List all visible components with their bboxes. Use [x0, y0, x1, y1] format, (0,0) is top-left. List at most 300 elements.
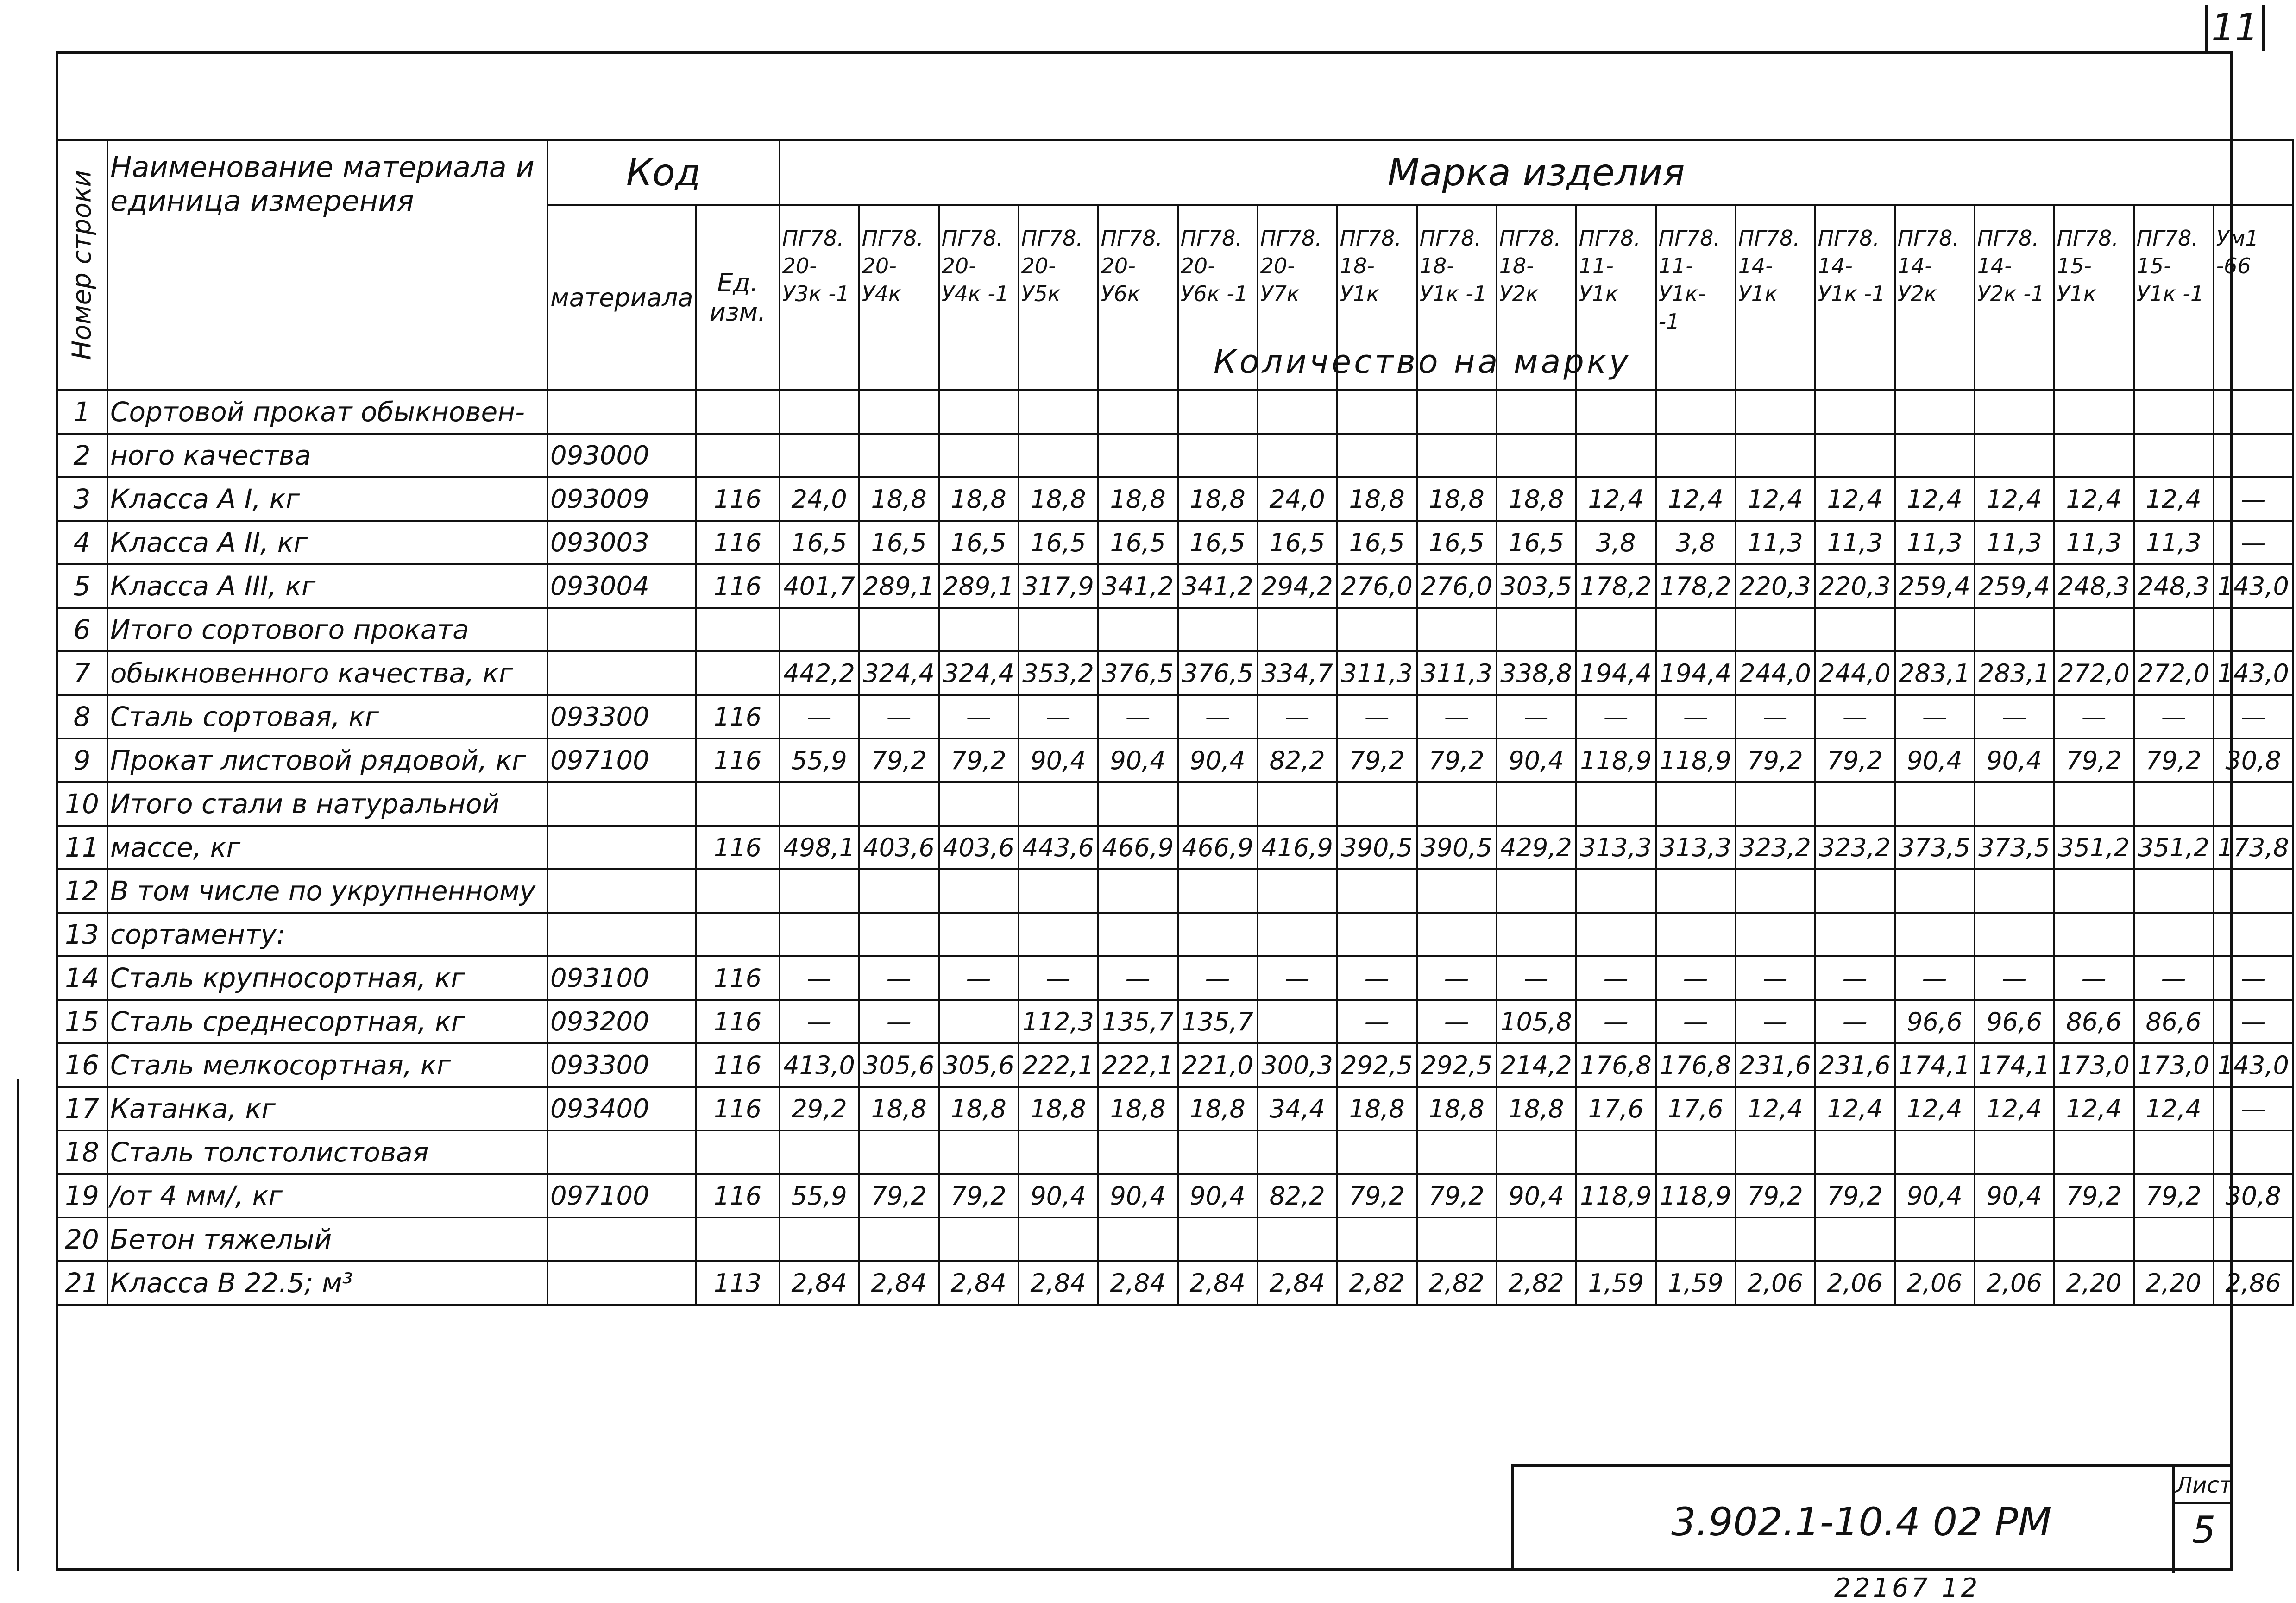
- quantity-cell: [780, 390, 859, 434]
- table-row: [57, 651, 2293, 695]
- quantity-cell: —: [1098, 956, 1178, 1000]
- quantity-cell: [2214, 782, 2293, 826]
- table-row: [57, 956, 2293, 1000]
- quantity-cell: [939, 1218, 1019, 1261]
- quantity-cell: 248,3: [2134, 564, 2214, 608]
- quantity-cell: 220,3: [1815, 564, 1895, 608]
- quantity-cell: 292,5: [1337, 1043, 1417, 1087]
- material-name-cell: Класса В 22.5; м³: [107, 1261, 547, 1305]
- quantity-cell: [2134, 390, 2214, 434]
- quantity-cell: 244,0: [1736, 651, 1815, 695]
- quantity-cell: 34,4: [1258, 1087, 1337, 1130]
- quantity-cell: [1576, 869, 1656, 913]
- quantity-cell: 2,84: [780, 1261, 859, 1305]
- mark-header: ПГ78. 20-У7к: [1258, 205, 1337, 390]
- quantity-cell: [1895, 434, 1975, 477]
- unit-code-cell: 116: [696, 1043, 780, 1087]
- quantity-cell: [1258, 782, 1337, 826]
- code-header: Код: [547, 140, 780, 205]
- unit-code-cell: [696, 651, 780, 695]
- quantity-cell: [1895, 1218, 1975, 1261]
- mark-header: ПГ78. 18-У1к -1: [1417, 205, 1497, 390]
- mark-header: ПГ78. 20-У4к -1: [939, 205, 1019, 390]
- quantity-cell: 86,6: [2054, 1000, 2134, 1043]
- quantity-cell: 82,2: [1258, 738, 1337, 782]
- quantity-cell: [1497, 434, 1576, 477]
- quantity-cell: 376,5: [1178, 651, 1258, 695]
- quantity-cell: [1736, 434, 1815, 477]
- quantity-cell: —: [859, 956, 939, 1000]
- quantity-cell: 313,3: [1576, 826, 1656, 869]
- row-number-cell: 18: [57, 1130, 107, 1174]
- quantity-cell: 11,3: [1815, 521, 1895, 564]
- quantity-cell: 16,5: [780, 521, 859, 564]
- table-row: [57, 1043, 2293, 1087]
- quantity-cell: 90,4: [1178, 1174, 1258, 1218]
- quantity-cell: —: [1656, 956, 1736, 1000]
- unit-code-cell: [696, 782, 780, 826]
- quantity-cell: [1656, 782, 1736, 826]
- quantity-cell: [1019, 913, 1098, 956]
- quantity-cell: 300,3: [1258, 1043, 1337, 1087]
- unit-code-cell: 116: [696, 564, 780, 608]
- quantity-cell: [1576, 434, 1656, 477]
- quantity-cell: [1098, 1130, 1178, 1174]
- quantity-cell: [1497, 390, 1576, 434]
- quantity-cell: 1,59: [1656, 1261, 1736, 1305]
- quantity-cell: —: [2134, 956, 2214, 1000]
- material-code-cell: 097100: [547, 738, 696, 782]
- row-number-cell: 1: [57, 390, 107, 434]
- quantity-cell: —: [1895, 695, 1975, 738]
- quantity-cell: [1815, 869, 1895, 913]
- quantity-cell: [859, 782, 939, 826]
- row-number-cell: 20: [57, 1218, 107, 1261]
- quantity-cell: [1417, 782, 1497, 826]
- unit-code-cell: [696, 608, 780, 651]
- row-number-cell: 6: [57, 608, 107, 651]
- header-row-top: [57, 140, 2293, 205]
- quantity-cell: 18,8: [1337, 1087, 1417, 1130]
- row-number-cell: 2: [57, 434, 107, 477]
- quantity-cell: [1098, 390, 1178, 434]
- quantity-cell: [939, 1130, 1019, 1174]
- document-code: 3.902.1-10.4 02 РМ: [1671, 1499, 2052, 1545]
- material-code-cell: 093300: [547, 695, 696, 738]
- quantity-cell: 18,8: [1019, 477, 1098, 521]
- quantity-cell: [1576, 1218, 1656, 1261]
- quantity-cell: [1258, 390, 1337, 434]
- quantity-cell: [1178, 913, 1258, 956]
- table-row: [57, 390, 2293, 434]
- quantity-cell: 30,8: [2214, 738, 2293, 782]
- quantity-cell: 173,8: [2214, 826, 2293, 869]
- quantity-cell: 292,5: [1417, 1043, 1497, 1087]
- quantity-cell: [1815, 782, 1895, 826]
- quantity-cell: 143,0: [2214, 1043, 2293, 1087]
- quantity-cell: 272,0: [2134, 651, 2214, 695]
- quantity-cell: —: [939, 956, 1019, 1000]
- quantity-cell: 12,4: [2134, 477, 2214, 521]
- quantity-cell: [1815, 1130, 1895, 1174]
- quantity-cell: 390,5: [1337, 826, 1417, 869]
- mark-header: ПГ78. 11-У1к- -1: [1656, 205, 1736, 390]
- quantity-cell: [1417, 434, 1497, 477]
- sheet-box: [2172, 1467, 2233, 1573]
- quantity-cell: 90,4: [1895, 1174, 1975, 1218]
- material-name-cell: Сортовой прокат обыкновен-: [107, 390, 547, 434]
- row-number-cell: 19: [57, 1174, 107, 1218]
- row-number-cell: 14: [57, 956, 107, 1000]
- quantity-cell: 2,20: [2054, 1261, 2134, 1305]
- material-code-cell: [547, 390, 696, 434]
- quantity-cell: [1497, 608, 1576, 651]
- quantity-cell: [1497, 1218, 1576, 1261]
- quantity-cell: [2054, 608, 2134, 651]
- quantity-cell: [1576, 1130, 1656, 1174]
- quantity-cell: —: [2214, 1000, 2293, 1043]
- mark-header: ПГ78. 18-У2к: [1497, 205, 1576, 390]
- quantity-cell: 498,1: [780, 826, 859, 869]
- quantity-cell: 173,0: [2054, 1043, 2134, 1087]
- quantity-cell: [1417, 608, 1497, 651]
- quantity-cell: 90,4: [1497, 1174, 1576, 1218]
- quantity-cell: 1,59: [1576, 1261, 1656, 1305]
- quantity-cell: 79,2: [939, 738, 1019, 782]
- material-name-cell: Сталь среднесортная, кг: [107, 1000, 547, 1043]
- quantity-cell: 12,4: [1736, 477, 1815, 521]
- material-name-cell: Прокат листовой рядовой, кг: [107, 738, 547, 782]
- quantity-cell: [939, 1000, 1019, 1043]
- quantity-cell: 2,82: [1337, 1261, 1417, 1305]
- quantity-cell: 29,2: [780, 1087, 859, 1130]
- quantity-cell: —: [2214, 956, 2293, 1000]
- quantity-cell: 289,1: [939, 564, 1019, 608]
- material-spec-table: [56, 139, 2294, 1306]
- quantity-cell: [1815, 434, 1895, 477]
- quantity-cell: [1895, 390, 1975, 434]
- quantity-cell: [2134, 782, 2214, 826]
- quantity-cell: [780, 1130, 859, 1174]
- unit-code-cell: 116: [696, 956, 780, 1000]
- quantity-cell: [1337, 782, 1417, 826]
- quantity-cell: 317,9: [1019, 564, 1098, 608]
- quantity-cell: [780, 608, 859, 651]
- table-row: [57, 521, 2293, 564]
- quantity-cell: [1337, 390, 1417, 434]
- material-name-cell: В том числе по укрупненному: [107, 869, 547, 913]
- quantity-cell: 16,5: [1098, 521, 1178, 564]
- quantity-cell: —: [1178, 695, 1258, 738]
- quantity-cell: [859, 390, 939, 434]
- quantity-cell: [1019, 1218, 1098, 1261]
- quantity-cell: [1656, 608, 1736, 651]
- quantity-cell: [780, 913, 859, 956]
- quantity-cell: [2214, 869, 2293, 913]
- quantity-cell: 11,3: [2054, 521, 2134, 564]
- quantity-cell: 79,2: [859, 738, 939, 782]
- quantity-cell: [939, 913, 1019, 956]
- quantity-cell: 12,4: [1975, 1087, 2054, 1130]
- mark-header: ПГ78. 18-У1к: [1337, 205, 1417, 390]
- quantity-cell: —: [2214, 1087, 2293, 1130]
- quantity-cell: —: [2214, 477, 2293, 521]
- unit-code-cell: 113: [696, 1261, 780, 1305]
- quantity-cell: [1019, 608, 1098, 651]
- unit-code-cell: 116: [696, 1087, 780, 1130]
- quantity-cell: [1975, 608, 2054, 651]
- quantity-cell: [1178, 1218, 1258, 1261]
- table-row: [57, 1087, 2293, 1130]
- quantity-cell: [780, 782, 859, 826]
- quantity-cell: [2054, 390, 2134, 434]
- table-row: [57, 1174, 2293, 1218]
- quantity-cell: 231,6: [1736, 1043, 1815, 1087]
- quantity-cell: [1576, 390, 1656, 434]
- quantity-cell: 176,8: [1576, 1043, 1656, 1087]
- quantity-cell: 79,2: [2054, 738, 2134, 782]
- quantity-cell: 294,2: [1258, 564, 1337, 608]
- quantity-cell: [1337, 1130, 1417, 1174]
- mark-header: ПГ78. 14-У1к -1: [1815, 205, 1895, 390]
- quantity-cell: [1337, 1218, 1417, 1261]
- row-number-header: Номер строки: [57, 140, 107, 390]
- quantity-cell: [1178, 782, 1258, 826]
- quantity-cell: 442,2: [780, 651, 859, 695]
- quantity-cell: [1178, 390, 1258, 434]
- quantity-cell: 244,0: [1815, 651, 1895, 695]
- quantity-cell: —: [2054, 695, 2134, 738]
- quantity-cell: [1497, 1130, 1576, 1174]
- material-code-cell: [547, 1218, 696, 1261]
- material-code-cell: 097100: [547, 1174, 696, 1218]
- table-row: [57, 738, 2293, 782]
- quantity-cell: 18,8: [1098, 477, 1178, 521]
- unit-code-cell: 116: [696, 695, 780, 738]
- quantity-cell: 79,2: [1337, 1174, 1417, 1218]
- quantity-cell: 403,6: [939, 826, 1019, 869]
- quantity-cell: 178,2: [1656, 564, 1736, 608]
- quantity-cell: 18,8: [1417, 477, 1497, 521]
- quantity-cell: [1736, 1130, 1815, 1174]
- quantity-cell: [1258, 1218, 1337, 1261]
- quantity-cell: —: [1337, 956, 1417, 1000]
- mark-header: ПГ78. 20-У4к: [859, 205, 939, 390]
- quantity-cell: 222,1: [1019, 1043, 1098, 1087]
- material-name-cell: Сталь сортовая, кг: [107, 695, 547, 738]
- mark-header: ПГ78. 15-У1к -1: [2134, 205, 2214, 390]
- quantity-cell: 303,5: [1497, 564, 1576, 608]
- unit-code-cell: 116: [696, 826, 780, 869]
- quantity-cell: [1895, 782, 1975, 826]
- quantity-cell: [859, 869, 939, 913]
- quantity-cell: [780, 1218, 859, 1261]
- quantity-cell: [1656, 1218, 1736, 1261]
- quantity-cell: 276,0: [1417, 564, 1497, 608]
- quantity-cell: 55,9: [780, 738, 859, 782]
- quantity-cell: [1178, 869, 1258, 913]
- table-row: [57, 434, 2293, 477]
- quantity-cell: 2,82: [1497, 1261, 1576, 1305]
- quantity-cell: [1975, 913, 2054, 956]
- quantity-cell: 18,8: [859, 477, 939, 521]
- unit-code-cell: 116: [696, 1000, 780, 1043]
- material-name-cell: /от 4 мм/, кг: [107, 1174, 547, 1218]
- quantity-cell: —: [1576, 956, 1656, 1000]
- quantity-cell: [1576, 782, 1656, 826]
- quantity-cell: 466,9: [1098, 826, 1178, 869]
- quantity-cell: —: [1417, 695, 1497, 738]
- mark-header: ПГ78. 20-У3к -1: [780, 205, 859, 390]
- quantity-cell: 323,2: [1736, 826, 1815, 869]
- quantity-cell: 17,6: [1576, 1087, 1656, 1130]
- row-number-cell: 13: [57, 913, 107, 956]
- quantity-cell: [2054, 434, 2134, 477]
- quantity-cell: 12,4: [1895, 1087, 1975, 1130]
- material-code-cell: 093009: [547, 477, 696, 521]
- quantity-cell: 79,2: [1736, 1174, 1815, 1218]
- unit-code-cell: [696, 1130, 780, 1174]
- quantity-cell: 401,7: [780, 564, 859, 608]
- quantity-cell: [859, 1218, 939, 1261]
- quantity-cell: 118,9: [1656, 738, 1736, 782]
- row-number-cell: 4: [57, 521, 107, 564]
- sheet-number: 5: [2192, 1508, 2216, 1552]
- quantity-cell: [1736, 390, 1815, 434]
- quantity-cell: 16,5: [939, 521, 1019, 564]
- quantity-cell: —: [2134, 695, 2214, 738]
- quantity-cell: —: [2054, 956, 2134, 1000]
- table-row: [57, 913, 2293, 956]
- quantity-cell: 105,8: [1497, 1000, 1576, 1043]
- quantity-cell: 12,4: [1975, 477, 2054, 521]
- mark-header: ПГ78. 14-У2к -1: [1975, 205, 2054, 390]
- material-code-cell: [547, 608, 696, 651]
- quantity-cell: 324,4: [939, 651, 1019, 695]
- quantity-cell: [1576, 608, 1656, 651]
- quantity-cell: [1178, 1130, 1258, 1174]
- quantity-cell: [939, 608, 1019, 651]
- quantity-cell: 86,6: [2134, 1000, 2214, 1043]
- quantity-cell: 2,86: [2214, 1261, 2293, 1305]
- quantity-cell: —: [1337, 695, 1417, 738]
- row-number-cell: 17: [57, 1087, 107, 1130]
- material-code-cell: 093003: [547, 521, 696, 564]
- quantity-cell: —: [780, 956, 859, 1000]
- quantity-cell: 12,4: [1815, 477, 1895, 521]
- binding-strip: [0, 1079, 19, 1571]
- quantity-cell: 2,84: [939, 1261, 1019, 1305]
- corner-sheet-text: 11: [2211, 6, 2258, 49]
- quantity-cell: [1736, 1218, 1815, 1261]
- quantity-cell: 12,4: [1576, 477, 1656, 521]
- material-code-cell: 093000: [547, 434, 696, 477]
- quantity-cell: [1258, 913, 1337, 956]
- table-row: [57, 782, 2293, 826]
- mark-header: ПГ78. 14-У2к: [1895, 205, 1975, 390]
- quantity-cell: 214,2: [1497, 1043, 1576, 1087]
- quantity-cell: [1178, 608, 1258, 651]
- quantity-cell: 2,06: [1736, 1261, 1815, 1305]
- quantity-cell: 338,8: [1497, 651, 1576, 695]
- quantity-cell: [1098, 913, 1178, 956]
- quantity-cell: 16,5: [1019, 521, 1098, 564]
- quantity-cell: [1098, 782, 1178, 826]
- quantity-cell: [939, 782, 1019, 826]
- quantity-cell: [1656, 913, 1736, 956]
- quantity-cell: 2,20: [2134, 1261, 2214, 1305]
- quantity-cell: 2,84: [1019, 1261, 1098, 1305]
- table-row: [57, 477, 2293, 521]
- quantity-cell: 220,3: [1736, 564, 1815, 608]
- material-code-cell: [547, 1261, 696, 1305]
- quantity-cell: [780, 434, 859, 477]
- quantity-cell: [1576, 913, 1656, 956]
- quantity-cell: 12,4: [1736, 1087, 1815, 1130]
- quantity-cell: 341,2: [1178, 564, 1258, 608]
- quantity-cell: [1258, 869, 1337, 913]
- quantity-cell: [1019, 390, 1098, 434]
- table-row: [57, 1000, 2293, 1043]
- quantity-cell: 3,8: [1656, 521, 1736, 564]
- material-code-cell: [547, 651, 696, 695]
- quantity-cell: —: [1736, 695, 1815, 738]
- material-code-cell: [547, 1130, 696, 1174]
- row-number-cell: 15: [57, 1000, 107, 1043]
- quantity-cell: [1497, 913, 1576, 956]
- quantity-cell: [2214, 1130, 2293, 1174]
- code-material-header: материала: [547, 205, 696, 390]
- quantity-cell: 18,8: [1497, 1087, 1576, 1130]
- quantity-cell: 79,2: [1736, 738, 1815, 782]
- quantity-cell: 373,5: [1895, 826, 1975, 869]
- quantity-cell: 176,8: [1656, 1043, 1736, 1087]
- quantity-cell: [1815, 608, 1895, 651]
- quantity-cell: —: [1736, 1000, 1815, 1043]
- table-row: [57, 1261, 2293, 1305]
- quantity-cell: 90,4: [1975, 1174, 2054, 1218]
- quantity-cell: [2214, 608, 2293, 651]
- quantity-cell: 24,0: [780, 477, 859, 521]
- material-code-cell: [547, 782, 696, 826]
- row-number-cell: 21: [57, 1261, 107, 1305]
- quantity-cell: [1258, 1000, 1337, 1043]
- quantity-cell: 79,2: [1417, 738, 1497, 782]
- material-code-cell: 093400: [547, 1087, 696, 1130]
- quantity-cell: —: [1975, 956, 2054, 1000]
- quantity-cell: [1258, 1130, 1337, 1174]
- quantity-cell: [1656, 390, 1736, 434]
- table-row: [57, 1218, 2293, 1261]
- quantity-cell: —: [1895, 956, 1975, 1000]
- quantity-cell: 118,9: [1576, 1174, 1656, 1218]
- quantity-cell: —: [1815, 1000, 1895, 1043]
- quantity-cell: [2054, 869, 2134, 913]
- code-unit-header: Ед. изм.: [696, 205, 780, 390]
- quantity-cell: 79,2: [1815, 1174, 1895, 1218]
- quantity-cell: [1815, 390, 1895, 434]
- material-name-header: Наименование материала и единица измерения: [107, 140, 547, 390]
- row-number-cell: 12: [57, 869, 107, 913]
- quantity-cell: 443,6: [1019, 826, 1098, 869]
- quantity-cell: [1337, 869, 1417, 913]
- quantity-cell: 259,4: [1895, 564, 1975, 608]
- quantity-cell: [2054, 1218, 2134, 1261]
- quantity-cell: 194,4: [1576, 651, 1656, 695]
- quantity-cell: 341,2: [1098, 564, 1178, 608]
- quantity-cell: [1098, 869, 1178, 913]
- quantity-cell: 2,84: [859, 1261, 939, 1305]
